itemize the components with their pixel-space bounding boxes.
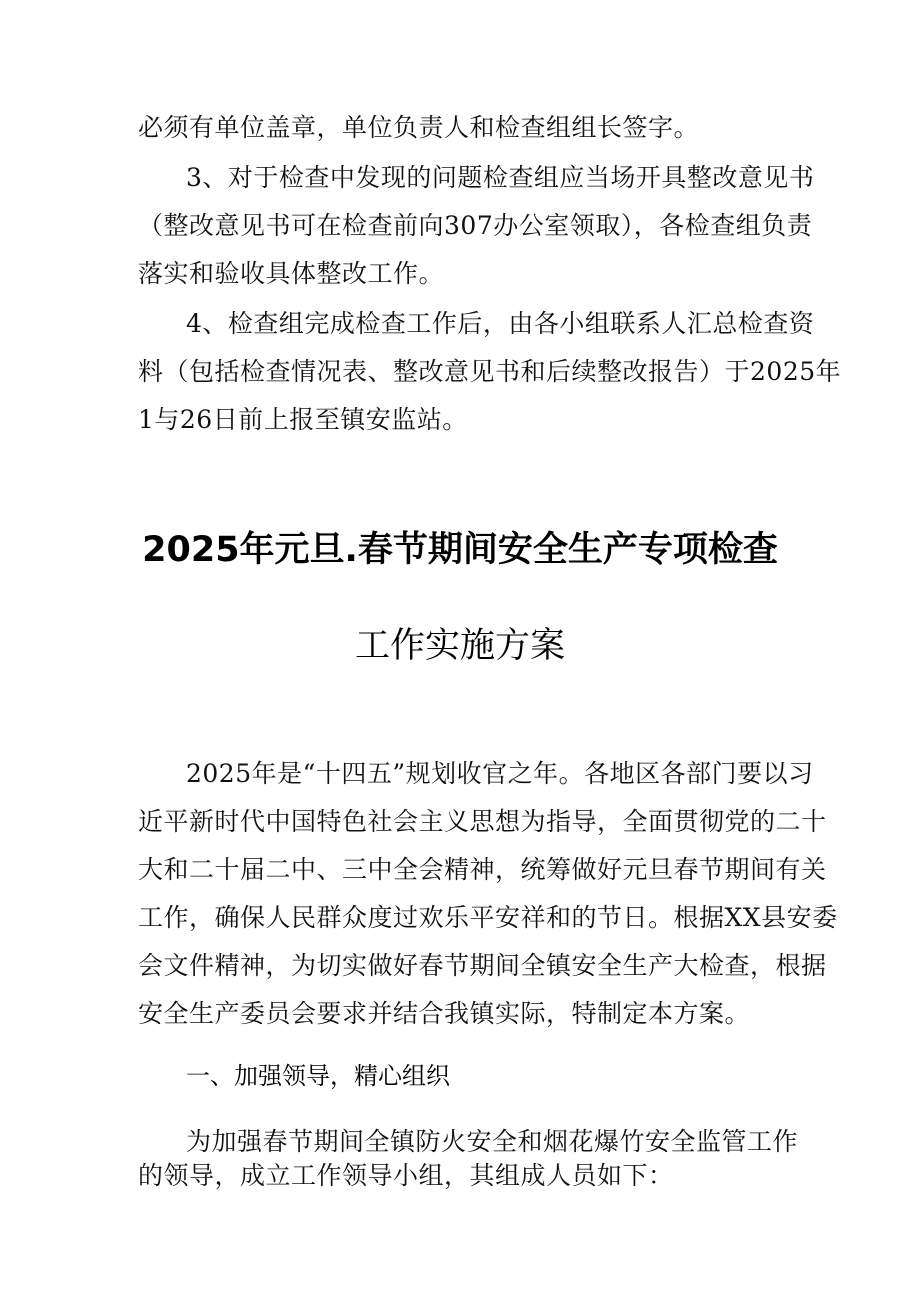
paragraph-line: （整改意见书可在检查前向307办公室领取），各检查组负责 — [138, 211, 813, 240]
intro-line: 工作，确保人民群众度过欢乐平安祥和的节日。根据XX县安委 — [138, 903, 838, 932]
paragraph-line: 4、检查组完成检查工作后，由各小组联系人汇总检查资 — [186, 309, 815, 338]
paragraph-line: 料（包括检查情况表、整改意见书和后续整改报告）于2025年 — [138, 357, 842, 386]
paragraph-line: 必须有单位盖章，单位负责人和检查组组长签字。 — [138, 113, 700, 142]
intro-line: 会文件精神，为切实做好春节期间全镇安全生产大检查，根据 — [138, 951, 827, 980]
intro-line: 2025年是“十四五”规划收官之年。各地区各部门要以习 — [186, 759, 814, 788]
intro-line: 近平新时代中国特色社会主义思想为指导，全面贯彻党的二十 — [138, 807, 827, 836]
paragraph-line: 落实和验收具体整改工作。 — [138, 259, 445, 288]
intro-line: 大和二十届二中、三中全会精神，统筹做好元旦春节期间有关 — [138, 855, 827, 884]
doc-title-line-1: 2025年元旦.春节期间安全生产专项检查 — [142, 530, 778, 570]
paragraph-line: 3、对于检查中发现的问题检查组应当场开具整改意见书 — [186, 163, 815, 192]
section-heading: 一、加强领导，精心组织 — [186, 1062, 450, 1090]
intro-line: 安全生产委员会要求并结合我镇实际，特制定本方案。 — [138, 999, 751, 1028]
doc-title-line-2: 工作实施方案 — [354, 626, 565, 666]
section-one-line: 的领导，成立工作领导小组，其组成人员如下： — [138, 1161, 674, 1190]
section-one-line: 为加强春节期间全镇防火安全和烟花爆竹安全监管工作 — [186, 1127, 799, 1156]
paragraph-line: 1与26日前上报至镇安监站。 — [138, 405, 468, 434]
